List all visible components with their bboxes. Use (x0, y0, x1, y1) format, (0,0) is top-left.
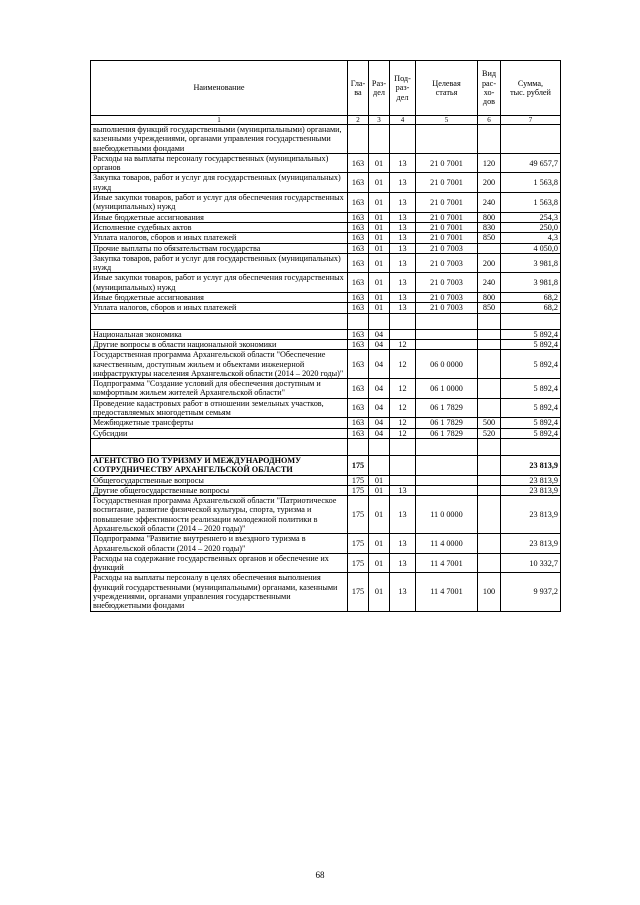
cell-subsection: 12 (390, 379, 416, 399)
cell-section (369, 455, 390, 475)
cell-expense-type (478, 438, 501, 455)
table-body (91, 125, 561, 612)
cell-section: 01 (369, 193, 390, 213)
cell-target: 21 0 7003 (416, 273, 478, 293)
header-section: Раз- дел (369, 61, 390, 116)
cell-name: Уплата налогов, сборов и иных платежей (91, 303, 348, 313)
table-row (91, 350, 561, 379)
cell-target: 21 0 7001 (416, 153, 478, 173)
cell-chapter: 163 (348, 398, 369, 418)
cell-section: 01 (369, 173, 390, 193)
cell-name: Уплата налогов, сборов и иных платежей (91, 233, 348, 243)
cell-name: Расходы на содержание государственных органов и обеспечение их функций (91, 553, 348, 573)
header-row (91, 61, 561, 116)
table-row (91, 573, 561, 611)
cell-section: 04 (369, 428, 390, 438)
cell-target (416, 339, 478, 349)
cell-chapter: 163 (348, 428, 369, 438)
cell-expense-type (478, 125, 501, 154)
cell-target: 21 0 7001 (416, 173, 478, 193)
cell-target: 21 0 7003 (416, 243, 478, 253)
cell-amount: 5 892,4 (501, 329, 561, 339)
cell-name: Другие общегосударственные вопросы (91, 485, 348, 495)
cell-chapter: 175 (348, 553, 369, 573)
cell-chapter: 163 (348, 293, 369, 303)
cell-expense-type: 100 (478, 573, 501, 611)
cell-name: Государственная программа Архангельской области "Патриотическое воспитание, развитие физической культуры, спорта, туризма и повышение эффективности реализации молодежной политики в Архангельской области (2014 – 2020 годы)" (91, 496, 348, 534)
table-row (91, 339, 561, 349)
cell-name (91, 313, 348, 329)
cell-expense-type: 520 (478, 428, 501, 438)
cell-name: Иные бюджетные ассигнования (91, 212, 348, 222)
cell-section: 01 (369, 475, 390, 485)
cell-section: 01 (369, 243, 390, 253)
cell-name: Прочие выплаты по обязательствам государства (91, 243, 348, 253)
cell-amount: 68,2 (501, 303, 561, 313)
cell-subsection: 12 (390, 350, 416, 379)
cell-expense-type (478, 534, 501, 554)
table-row (91, 273, 561, 293)
cell-chapter: 175 (348, 573, 369, 611)
cell-expense-type: 240 (478, 273, 501, 293)
cell-name: Другие вопросы в области национальной экономики (91, 339, 348, 349)
cell-section: 01 (369, 153, 390, 173)
column-number: 3 (369, 116, 390, 125)
table-row (91, 455, 561, 475)
cell-amount: 9 937,2 (501, 573, 561, 611)
cell-amount: 5 892,4 (501, 350, 561, 379)
table-row (91, 222, 561, 232)
cell-expense-type (478, 329, 501, 339)
table-row (91, 193, 561, 213)
cell-expense-type (478, 313, 501, 329)
cell-name: Расходы на выплаты персоналу в целях обеспечения выполнения функций государственными (муниципальными) органами, казенными учреждениями, органами управления государственными внебюджетными фондами (91, 573, 348, 611)
cell-chapter (348, 438, 369, 455)
cell-subsection (390, 438, 416, 455)
cell-section: 04 (369, 379, 390, 399)
cell-subsection (390, 329, 416, 339)
table-row (91, 173, 561, 193)
cell-subsection: 13 (390, 233, 416, 243)
cell-name: Межбюджетные трансферты (91, 418, 348, 428)
table-row (91, 125, 561, 154)
table-row (91, 293, 561, 303)
table-row (91, 485, 561, 495)
cell-section: 01 (369, 212, 390, 222)
cell-chapter: 163 (348, 379, 369, 399)
cell-amount: 23 813,9 (501, 485, 561, 495)
table-row (91, 303, 561, 313)
cell-expense-type (478, 475, 501, 485)
cell-amount (501, 313, 561, 329)
table-row (91, 398, 561, 418)
cell-section: 04 (369, 418, 390, 428)
cell-name: Иные закупки товаров, работ и услуг для обеспечения государственных (муниципальных) нужд (91, 273, 348, 293)
cell-target: 06 1 7829 (416, 428, 478, 438)
cell-target (416, 438, 478, 455)
cell-chapter: 163 (348, 193, 369, 213)
cell-target: 21 0 7001 (416, 212, 478, 222)
cell-section: 01 (369, 573, 390, 611)
cell-target (416, 125, 478, 154)
table-row (91, 329, 561, 339)
cell-section: 01 (369, 222, 390, 232)
cell-target: 21 0 7001 (416, 193, 478, 213)
cell-expense-type (478, 339, 501, 349)
cell-chapter: 163 (348, 253, 369, 273)
cell-subsection: 13 (390, 222, 416, 232)
cell-amount: 5 892,4 (501, 428, 561, 438)
cell-target: 06 0 0000 (416, 350, 478, 379)
cell-chapter: 175 (348, 485, 369, 495)
cell-name: Субсидии (91, 428, 348, 438)
table-row (91, 313, 561, 329)
cell-expense-type: 850 (478, 303, 501, 313)
cell-target: 06 1 0000 (416, 379, 478, 399)
cell-expense-type: 830 (478, 222, 501, 232)
cell-subsection: 13 (390, 153, 416, 173)
cell-name: Иные закупки товаров, работ и услуг для обеспечения государственных (муниципальных) нужд (91, 193, 348, 213)
cell-chapter: 163 (348, 303, 369, 313)
cell-name: Государственная программа Архангельской области "Обеспечение качественным, доступным жильем и объектами инженерной инфраструктуры населения Архангельской области (2014 – 2020 годы)" (91, 350, 348, 379)
cell-section: 01 (369, 233, 390, 243)
cell-target: 21 0 7003 (416, 293, 478, 303)
table-row (91, 212, 561, 222)
cell-chapter: 175 (348, 534, 369, 554)
table-row (91, 153, 561, 173)
cell-expense-type (478, 485, 501, 495)
cell-amount: 250,0 (501, 222, 561, 232)
cell-subsection: 12 (390, 339, 416, 349)
cell-expense-type (478, 553, 501, 573)
cell-chapter: 175 (348, 475, 369, 485)
cell-name: Исполнение судебных актов (91, 222, 348, 232)
cell-amount (501, 125, 561, 154)
table-row (91, 253, 561, 273)
cell-amount: 23 813,9 (501, 475, 561, 485)
cell-target: 11 4 0000 (416, 534, 478, 554)
cell-subsection (390, 125, 416, 154)
cell-subsection: 13 (390, 573, 416, 611)
cell-name: Проведение кадастровых работ в отношении земельных участков, предоставляемых многодетным семьям (91, 398, 348, 418)
cell-name: Национальная экономика (91, 329, 348, 339)
cell-expense-type: 500 (478, 418, 501, 428)
cell-name (91, 438, 348, 455)
cell-chapter: 163 (348, 212, 369, 222)
cell-amount: 3 981,8 (501, 253, 561, 273)
cell-expense-type (478, 496, 501, 534)
cell-expense-type: 850 (478, 233, 501, 243)
table-row (91, 496, 561, 534)
cell-subsection: 13 (390, 553, 416, 573)
cell-subsection: 13 (390, 485, 416, 495)
table-row (91, 553, 561, 573)
cell-target: 21 0 7001 (416, 233, 478, 243)
table-row (91, 475, 561, 485)
cell-chapter: 163 (348, 173, 369, 193)
cell-amount: 1 563,8 (501, 193, 561, 213)
cell-section: 01 (369, 534, 390, 554)
cell-subsection: 12 (390, 418, 416, 428)
cell-amount: 49 657,7 (501, 153, 561, 173)
cell-chapter: 163 (348, 222, 369, 232)
table-row (91, 243, 561, 253)
cell-section: 01 (369, 496, 390, 534)
cell-name: Иные бюджетные ассигнования (91, 293, 348, 303)
cell-section: 01 (369, 303, 390, 313)
table-row (91, 438, 561, 455)
cell-target: 21 0 7003 (416, 253, 478, 273)
cell-subsection: 13 (390, 303, 416, 313)
cell-expense-type (478, 379, 501, 399)
cell-amount: 5 892,4 (501, 339, 561, 349)
cell-subsection: 12 (390, 428, 416, 438)
cell-chapter: 163 (348, 350, 369, 379)
header-expense-type: Вид рас- хо- дов (478, 61, 501, 116)
cell-amount: 4 050,0 (501, 243, 561, 253)
table-row (91, 428, 561, 438)
cell-subsection: 13 (390, 212, 416, 222)
cell-chapter (348, 125, 369, 154)
cell-name: Общегосударственные вопросы (91, 475, 348, 485)
cell-section (369, 125, 390, 154)
cell-chapter: 175 (348, 455, 369, 475)
column-number: 2 (348, 116, 369, 125)
cell-expense-type (478, 455, 501, 475)
cell-expense-type: 240 (478, 193, 501, 213)
cell-target: 06 1 7829 (416, 398, 478, 418)
cell-amount: 5 892,4 (501, 418, 561, 428)
header-subsection: Под- раз- дел (390, 61, 416, 116)
cell-name: Закупка товаров, работ и услуг для государственных (муниципальных) нужд (91, 173, 348, 193)
header-chapter: Гла- ва (348, 61, 369, 116)
cell-target: 11 4 7001 (416, 573, 478, 611)
cell-chapter: 163 (348, 339, 369, 349)
cell-chapter: 163 (348, 273, 369, 293)
cell-amount (501, 438, 561, 455)
cell-name: АГЕНТСТВО ПО ТУРИЗМУ И МЕЖДУНАРОДНОМУ СОТРУДНИЧЕСТВУ АРХАНГЕЛЬСКОЙ ОБЛАСТИ (91, 455, 348, 475)
cell-expense-type (478, 398, 501, 418)
table-row (91, 379, 561, 399)
cell-section: 04 (369, 350, 390, 379)
table-row (91, 418, 561, 428)
cell-expense-type: 200 (478, 173, 501, 193)
cell-subsection: 13 (390, 173, 416, 193)
cell-expense-type (478, 350, 501, 379)
cell-amount: 23 813,9 (501, 534, 561, 554)
table-row (91, 233, 561, 243)
column-number: 1 (91, 116, 348, 125)
cell-target (416, 485, 478, 495)
cell-subsection: 13 (390, 193, 416, 213)
column-number: 5 (416, 116, 478, 125)
cell-expense-type (478, 243, 501, 253)
cell-subsection: 13 (390, 273, 416, 293)
cell-target (416, 329, 478, 339)
cell-subsection: 13 (390, 243, 416, 253)
column-number: 6 (478, 116, 501, 125)
cell-target: 11 0 0000 (416, 496, 478, 534)
cell-expense-type: 800 (478, 212, 501, 222)
cell-amount: 23 813,9 (501, 455, 561, 475)
cell-amount: 5 892,4 (501, 379, 561, 399)
cell-target (416, 455, 478, 475)
cell-chapter: 163 (348, 418, 369, 428)
column-number: 4 (390, 116, 416, 125)
cell-subsection: 13 (390, 293, 416, 303)
cell-target: 21 0 7001 (416, 222, 478, 232)
cell-amount: 254,3 (501, 212, 561, 222)
page-number: 68 (315, 870, 325, 880)
cell-amount: 1 563,8 (501, 173, 561, 193)
cell-amount: 10 332,7 (501, 553, 561, 573)
header-amount: Сумма, тыс. рублей (501, 61, 561, 116)
cell-section: 04 (369, 329, 390, 339)
cell-expense-type: 120 (478, 153, 501, 173)
cell-chapter: 175 (348, 496, 369, 534)
cell-target: 11 4 7001 (416, 553, 478, 573)
cell-section: 01 (369, 253, 390, 273)
cell-section: 01 (369, 485, 390, 495)
column-number-row (91, 116, 561, 125)
cell-section: 01 (369, 273, 390, 293)
cell-subsection: 13 (390, 534, 416, 554)
cell-target: 21 0 7003 (416, 303, 478, 313)
cell-name: выполнения функций государственными (муниципальными) органами, казенными учреждениями, органами управления государственными внебюджетными фондами (91, 125, 348, 154)
header-name: Наименование (91, 61, 348, 116)
cell-subsection (390, 475, 416, 485)
cell-expense-type: 200 (478, 253, 501, 273)
cell-subsection: 13 (390, 496, 416, 534)
cell-subsection (390, 455, 416, 475)
cell-section (369, 438, 390, 455)
cell-amount: 23 813,9 (501, 496, 561, 534)
cell-amount: 5 892,4 (501, 398, 561, 418)
cell-section: 04 (369, 339, 390, 349)
cell-target: 06 1 7829 (416, 418, 478, 428)
cell-chapter: 163 (348, 243, 369, 253)
cell-name: Подпрограмма "Создание условий для обеспечения доступным и комфортным жильем жителей Архангельской области" (91, 379, 348, 399)
cell-target (416, 313, 478, 329)
cell-subsection: 13 (390, 253, 416, 273)
cell-section (369, 313, 390, 329)
cell-name: Расходы на выплаты персоналу государственных (муниципальных) органов (91, 153, 348, 173)
cell-chapter: 163 (348, 153, 369, 173)
cell-chapter: 163 (348, 233, 369, 243)
table-row (91, 534, 561, 554)
cell-chapter: 163 (348, 329, 369, 339)
cell-name: Закупка товаров, работ и услуг для государственных (муниципальных) нужд (91, 253, 348, 273)
cell-subsection: 12 (390, 398, 416, 418)
header-target: Целевая статья (416, 61, 478, 116)
cell-subsection (390, 313, 416, 329)
cell-chapter (348, 313, 369, 329)
budget-table (90, 60, 561, 612)
cell-amount: 3 981,8 (501, 273, 561, 293)
cell-amount: 68,2 (501, 293, 561, 303)
cell-section: 01 (369, 293, 390, 303)
cell-amount: 4,3 (501, 233, 561, 243)
cell-section: 04 (369, 398, 390, 418)
cell-target (416, 475, 478, 485)
column-number: 7 (501, 116, 561, 125)
cell-section: 01 (369, 553, 390, 573)
cell-expense-type: 800 (478, 293, 501, 303)
cell-name: Подпрограмма "Развитие внутреннего и въездного туризма в Архангельской области (2014 – 2020 годы)" (91, 534, 348, 554)
